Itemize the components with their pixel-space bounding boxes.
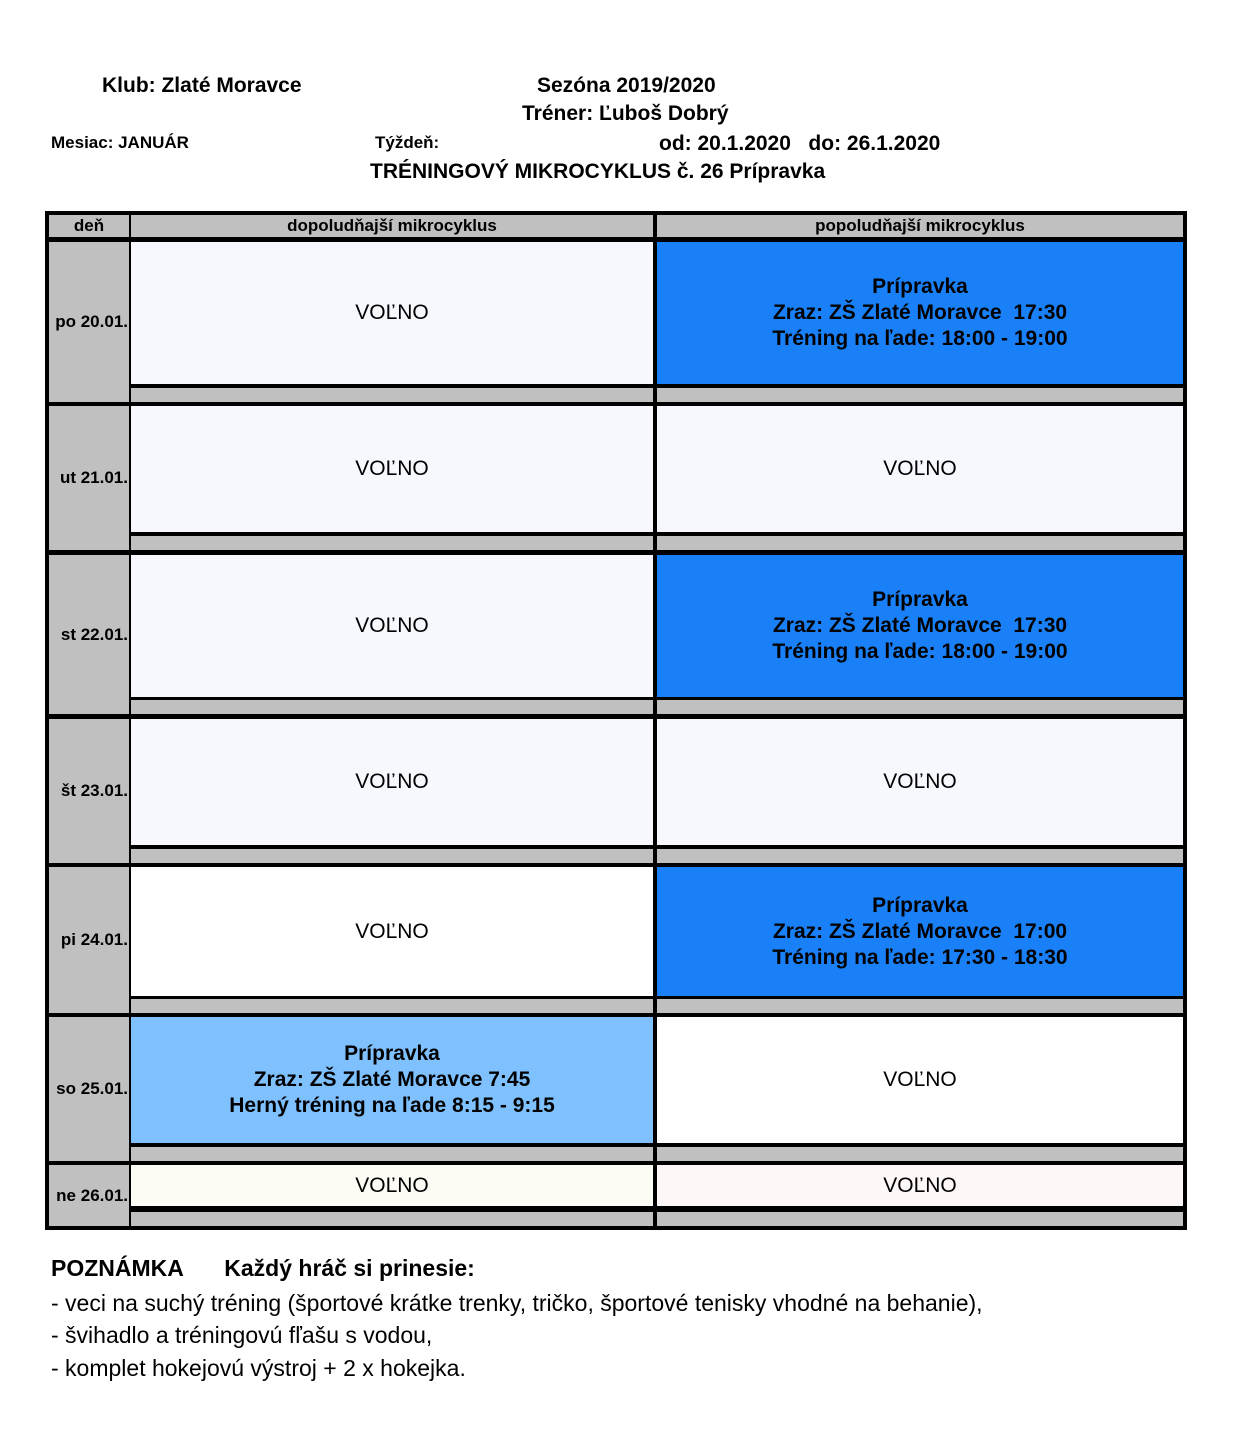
day-cell: št 23.01.	[49, 719, 129, 863]
note-label: POZNÁMKA	[51, 1255, 184, 1281]
cell-line: Herný tréning na ľade 8:15 - 9:15	[229, 1094, 555, 1117]
row-divider-strip	[657, 700, 1183, 714]
morning-cell	[131, 406, 653, 532]
afternoon-cell	[657, 719, 1183, 845]
cell-title: VOĽNO	[355, 1173, 429, 1197]
cell-line: Zraz: ZŠ Zlaté Moravce 7:45	[253, 1068, 531, 1091]
cell-title: VOĽNO	[883, 1068, 957, 1091]
note-heading: Každý hráč si prinesie:	[224, 1255, 475, 1281]
row-divider-strip	[657, 388, 1183, 402]
column-header-morning: dopoludňajší mikrocyklus	[131, 215, 653, 237]
column-header-afternoon: popoludňajší mikrocyklus	[657, 215, 1183, 237]
cell-line: Tréning na ľade: 18:00 - 19:00	[772, 327, 1068, 350]
cell-title: VOĽNO	[355, 457, 429, 480]
row-divider-strip	[131, 388, 653, 402]
row-divider-strip	[131, 1147, 653, 1161]
cell-title: Prípravka	[872, 893, 968, 917]
row-divider-strip	[657, 536, 1183, 550]
note-item: - veci na suchý tréning (športové krátke trenky, tričko, športové tenisky vhodné na behanie),	[51, 1290, 983, 1316]
cell-title: VOĽNO	[355, 770, 429, 793]
coach: Tréner: Ľuboš Dobrý	[522, 102, 729, 125]
day-cell: st 22.01.	[49, 555, 129, 714]
week-label: Týždeň:	[375, 133, 440, 152]
cell-title: VOĽNO	[355, 919, 429, 943]
row-divider-strip	[131, 849, 653, 863]
afternoon-cell	[657, 406, 1183, 532]
cell-title: VOĽNO	[883, 1173, 957, 1197]
afternoon-cell	[657, 1165, 1183, 1206]
cell-line: Zraz: ZŠ Zlaté Moravce 17:30	[772, 614, 1068, 637]
row-divider-strip	[131, 536, 653, 550]
cell-title: Prípravka	[872, 588, 968, 611]
morning-cell	[131, 555, 653, 697]
day-cell: po 20.01.	[49, 242, 129, 402]
cell-title: Prípravka	[872, 275, 968, 298]
row-divider-strip	[657, 1212, 1183, 1226]
row-divider-strip	[131, 999, 653, 1013]
row-divider-strip	[657, 999, 1183, 1013]
morning-cell	[131, 1165, 653, 1206]
row-divider-strip	[131, 700, 653, 714]
cell-line: Tréning na ľade: 17:30 - 18:30	[772, 945, 1068, 969]
club-name: Klub: Zlaté Moravce	[102, 74, 302, 97]
note-header	[51, 1255, 475, 1282]
schedule-table	[45, 211, 1187, 1230]
note-item: - švihadlo a tréningovú fľašu s vodou,	[51, 1322, 433, 1348]
day-cell: pi 24.01.	[49, 867, 129, 1013]
cell-title: Prípravka	[344, 1042, 440, 1065]
cell-title: VOĽNO	[883, 457, 957, 480]
note-item: - komplet hokejovú výstroj + 2 x hokejka.	[51, 1355, 466, 1381]
row-divider-strip	[131, 1212, 653, 1226]
afternoon-cell	[657, 867, 1183, 996]
cell-title: VOĽNO	[883, 770, 957, 793]
morning-cell	[131, 1017, 653, 1143]
cell-line: Zraz: ZŠ Zlaté Moravce 17:30	[772, 301, 1068, 324]
cell-title: VOĽNO	[355, 614, 429, 637]
month: Mesiac: JANUÁR	[51, 133, 189, 152]
day-cell: ut 21.01.	[49, 406, 129, 550]
cell-line: Tréning na ľade: 18:00 - 19:00	[772, 640, 1068, 663]
row-divider-strip	[657, 1147, 1183, 1161]
row-divider-strip	[657, 849, 1183, 863]
column-header-day: deň	[49, 215, 129, 237]
day-cell: ne 26.01.	[49, 1165, 129, 1226]
cell-title: VOĽNO	[355, 301, 429, 324]
cell-line: Zraz: ZŠ Zlaté Moravce 17:00	[772, 919, 1068, 943]
day-cell: so 25.01.	[49, 1017, 129, 1161]
afternoon-cell	[657, 242, 1183, 384]
season: Sezóna 2019/2020	[537, 74, 716, 97]
afternoon-cell	[657, 555, 1183, 697]
afternoon-cell	[657, 1017, 1183, 1143]
morning-cell	[131, 867, 653, 996]
date-range: od: 20.1.2020 do: 26.1.2020	[659, 132, 941, 155]
morning-cell	[131, 719, 653, 845]
page-title: TRÉNINGOVÝ MIKROCYKLUS č. 26 Prípravka	[370, 160, 826, 183]
morning-cell	[131, 242, 653, 384]
